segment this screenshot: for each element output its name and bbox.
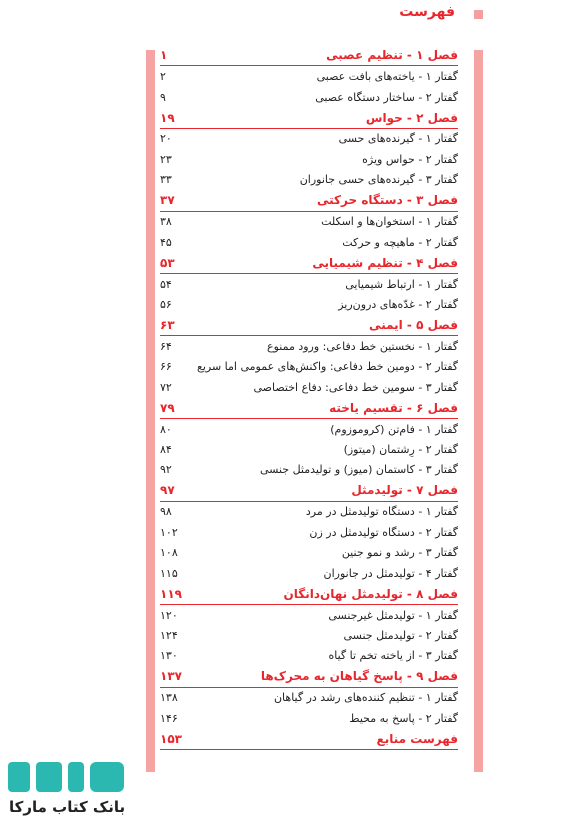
toc-entry-title: گفتار ۱ - تنظیم کننده‌های رشد در گیاهان xyxy=(273,691,458,705)
toc-entry-title: فصل ۶ - تقسیم یاخته xyxy=(329,400,458,415)
toc-page-number: ۸۰ xyxy=(160,422,172,436)
toc-section-row[interactable] xyxy=(160,336,458,356)
toc-chapter-row[interactable] xyxy=(160,252,458,273)
toc-entry-title: گفتار ۲ - تولیدمثل جنسی xyxy=(343,628,458,642)
toc-entry-title: گفتار ۱ - دستگاه تولیدمثل در مرد xyxy=(305,505,458,519)
toc-entry-title: گفتار ۱ - ارتباط شیمیایی xyxy=(345,277,458,291)
toc-entry-title: گفتار ۱ - فام‌تن (کروموزوم) xyxy=(330,422,458,436)
toc-page-number: ۱۳۸ xyxy=(160,691,178,705)
toc-page-number: ۲ xyxy=(160,70,166,84)
toc-chapter-row[interactable] xyxy=(160,728,458,749)
toc-section-row[interactable] xyxy=(160,419,458,439)
toc-section-row[interactable] xyxy=(160,377,458,397)
toc-page-number: ۱۹ xyxy=(160,110,175,125)
toc-entry-title: فهرست منابع xyxy=(376,731,458,746)
toc-page-number: ۹۷ xyxy=(160,483,175,498)
toc-entry-title: گفتار ۲ - پاسخ به محیط xyxy=(349,711,458,725)
toc-entry-title: گفتار ۲ - ماهیچه و حرکت xyxy=(342,235,458,249)
toc-chapter-row[interactable] xyxy=(160,480,458,501)
toc-entry-title: گفتار ۳ - رشد و نمو جنین xyxy=(341,546,458,560)
toc-section-row[interactable] xyxy=(160,563,458,583)
toc-section-row[interactable] xyxy=(160,439,458,459)
toc-page-number: ۱۰۲ xyxy=(160,525,178,539)
toc-page-number: ۶۴ xyxy=(160,339,172,353)
toc-entry-title: گفتار ۲ - دستگاه تولیدمثل در زن xyxy=(309,525,458,539)
table-of-contents xyxy=(160,45,458,750)
toc-section-row[interactable] xyxy=(160,66,458,86)
toc-page-number: ۴۵ xyxy=(160,235,172,249)
toc-page-number: ۳۳ xyxy=(160,173,172,187)
toc-page-number: ۳۷ xyxy=(160,193,175,208)
toc-chapter-row[interactable] xyxy=(160,583,458,604)
toc-page-number: ۹ xyxy=(160,90,166,104)
toc-page-number: ۷۲ xyxy=(160,380,172,394)
page-title: فهرست xyxy=(399,4,455,20)
toc-section-row[interactable] xyxy=(160,543,458,563)
toc-chapter-row[interactable] xyxy=(160,315,458,336)
toc-chapter-row[interactable] xyxy=(160,397,458,418)
toc-entry-title: گفتار ۳ - از یاخته تخم تا گیاه xyxy=(328,649,458,663)
toc-entry-title: گفتار ۳ - کاستمان (میوز) و تولیدمثل جنسی xyxy=(260,463,458,477)
toc-entry-title: گفتار ۲ - غدّه‌های درون‌ریز xyxy=(338,297,458,311)
brand-name: بانک کتاب مارکا xyxy=(9,798,126,816)
toc-entry-title: گفتار ۱ - نخستین خط دفاعی: ورود ممنوع xyxy=(267,339,458,353)
toc-page-number: ۱۳۰ xyxy=(160,649,178,663)
toc-page-number: ۱۲۰ xyxy=(160,608,178,622)
toc-section-row[interactable] xyxy=(160,460,458,480)
toc-page-number: ۵۶ xyxy=(160,297,172,311)
toc-entry-title: گفتار ۲ - دومین خط دفاعی: واکنش‌های عمومی اما سریع xyxy=(196,360,458,374)
toc-section-row[interactable] xyxy=(160,708,458,728)
toc-section-row[interactable] xyxy=(160,212,458,232)
toc-chapter-row[interactable] xyxy=(160,666,458,687)
toc-page-number: ۵۳ xyxy=(160,255,175,270)
toc-entry-title: گفتار ۳ - گیرنده‌های حسی جانوران xyxy=(299,173,458,187)
toc-entry-title: گفتار ۲ - حواس ویژه xyxy=(362,152,458,166)
toc-page-number: ۹۲ xyxy=(160,463,172,477)
toc-section-row[interactable] xyxy=(160,87,458,107)
toc-section-row[interactable] xyxy=(160,688,458,708)
toc-entry-title: گفتار ۴ - تولیدمثل در جانوران xyxy=(323,566,458,580)
toc-page-number: ۹۸ xyxy=(160,505,172,519)
toc-chapter-row[interactable] xyxy=(160,45,458,66)
toc-entry-title: گفتار ۳ - سومین خط دفاعی: دفاع اختصاصی xyxy=(253,380,458,394)
toc-entry-title: فصل ۳ - دستگاه حرکتی xyxy=(317,193,458,208)
toc-entry-title: فصل ۸ - تولیدمثل نهان‌دانگان xyxy=(283,586,458,601)
toc-entry-title: گفتار ۱ - یاخته‌های بافت عصبی xyxy=(316,70,458,84)
toc-entry-title: فصل ۲ - حواس xyxy=(365,110,458,125)
toc-entry-title: گفتار ۲ - ساختار دستگاه عصبی xyxy=(315,90,458,104)
toc-section-row[interactable] xyxy=(160,357,458,377)
toc-entry-title: فصل ۱ - تنظیم عصبی xyxy=(326,48,458,63)
toc-page-number: ۶۳ xyxy=(160,317,175,332)
toc-entry-title: گفتار ۲ - رِشتمان (میتوز) xyxy=(343,443,458,457)
toc-page-number: ۱۵۳ xyxy=(160,731,182,746)
toc-chapter-row[interactable] xyxy=(160,190,458,211)
marka-logo xyxy=(6,756,126,796)
toc-page-number: ۷۹ xyxy=(160,400,175,415)
toc-entry-title: گفتار ۱ - گیرنده‌های حسی xyxy=(338,132,458,146)
toc-section-row[interactable] xyxy=(160,646,458,666)
toc-chapter-row[interactable] xyxy=(160,107,458,128)
toc-page-number: ۱۱۵ xyxy=(160,566,178,580)
toc-entry-title: گفتار ۱ - تولیدمثل غیرجنسی xyxy=(328,608,458,622)
toc-section-row[interactable] xyxy=(160,502,458,522)
toc-page-number: ۱۳۷ xyxy=(160,669,182,684)
toc-page-number: ۸۴ xyxy=(160,443,172,457)
toc-section-row[interactable] xyxy=(160,129,458,149)
toc-section-row[interactable] xyxy=(160,274,458,294)
toc-page-number: ۵۴ xyxy=(160,277,172,291)
toc-section-row[interactable] xyxy=(160,294,458,314)
toc-page-number: ۱۲۴ xyxy=(160,628,178,642)
toc-left-bar xyxy=(146,50,155,772)
toc-section-row[interactable] xyxy=(160,149,458,169)
toc-page-number: ۶۶ xyxy=(160,360,172,374)
toc-right-bar xyxy=(474,50,483,772)
toc-section-row[interactable] xyxy=(160,232,458,252)
toc-entry-title: فصل ۴ - تنظیم شیمیایی xyxy=(312,255,458,270)
toc-page-number: ۱۱۹ xyxy=(160,586,182,601)
toc-entry-title: فصل ۵ - ایمنی xyxy=(369,317,458,332)
toc-page-number: ۱۴۶ xyxy=(160,711,178,725)
header-bullet xyxy=(474,10,483,19)
toc-entry-title: فصل ۹ - پاسخ گیاهان به محرک‌ها xyxy=(260,669,458,684)
toc-section-row[interactable] xyxy=(160,170,458,190)
toc-section-row[interactable] xyxy=(160,522,458,542)
toc-page-number: ۱۰۸ xyxy=(160,546,178,560)
toc-section-row[interactable] xyxy=(160,605,458,625)
toc-page-number: ۳۸ xyxy=(160,215,172,229)
toc-section-row[interactable] xyxy=(160,625,458,645)
toc-entry-title: فصل ۷ - تولیدمثل xyxy=(351,483,458,498)
toc-page-number: ۲۳ xyxy=(160,152,172,166)
toc-page-number: ۱ xyxy=(160,48,168,63)
toc-entry-title: گفتار ۱ - استخوان‌ها و اسکلت xyxy=(321,215,458,229)
toc-page-number: ۲۰ xyxy=(160,132,172,146)
